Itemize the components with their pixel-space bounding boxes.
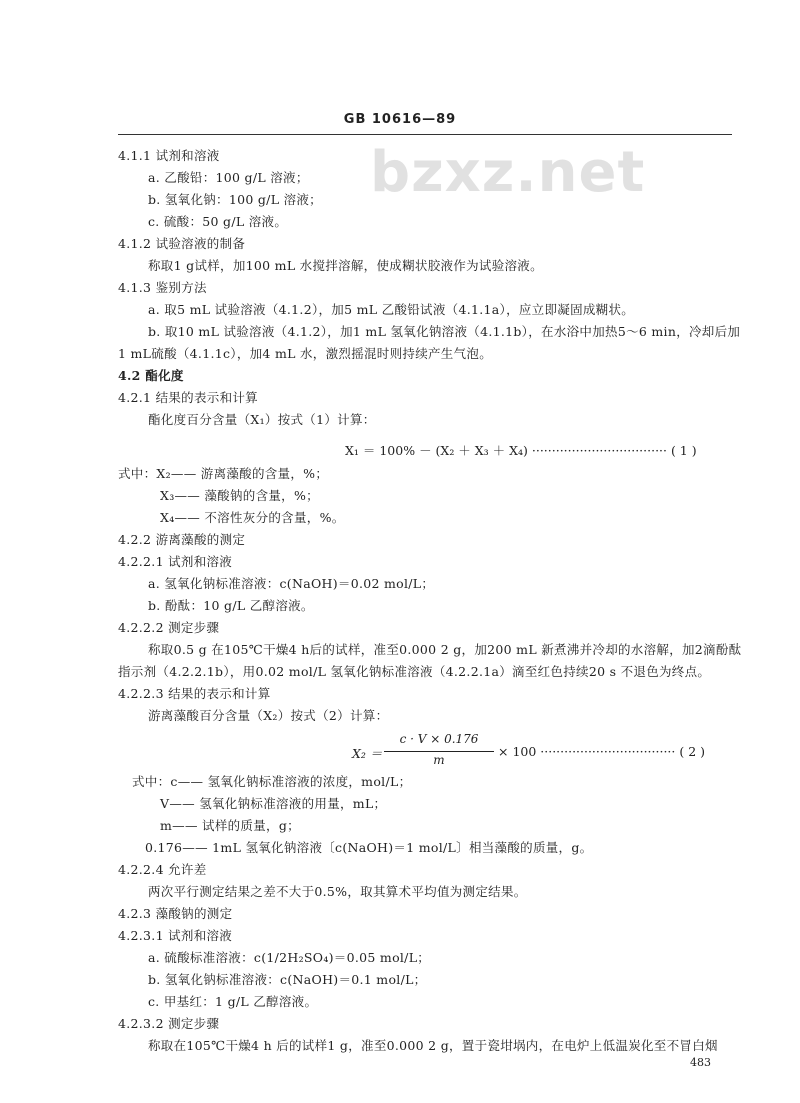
variable-definition: 式中：X₂—— 游离藻酸的含量，%； [118, 466, 329, 481]
list-item: c. 硫酸：50 g/L 溶液。 [148, 214, 288, 229]
section-4-2: 4.2 酯化度 [118, 368, 184, 383]
section-4-2-2-1: 4.2.2.1 试剂和溶液 [118, 554, 233, 569]
formula-2-numerator: c · V × 0.176 [399, 732, 479, 746]
list-item: b. 取10 mL 试验溶液（4.1.2），加1 mL 氢氧化钠溶液（4.1.1b），在水浴中加热5～6 min，冷却后加 [148, 324, 741, 339]
section-4-2-2-3: 4.2.2.3 结果的表示和计算 [118, 686, 271, 701]
section-4-2-2: 4.2.2 游离藻酸的测定 [118, 532, 246, 547]
section-4-2-2-4: 4.2.2.4 允许差 [118, 862, 207, 877]
list-item: a. 硫酸标准溶液：c(1/2H₂SO₄)＝0.05 mol/L； [148, 950, 431, 965]
variable-definition: m—— 试样的质量，g； [160, 818, 300, 833]
formula-2-rhs: × 100 ·································· ( 2 ) [498, 744, 706, 759]
list-item: c. 甲基红：1 g/L 乙醇溶液。 [148, 994, 318, 1009]
paragraph: 游离藻酸百分含量（X₂）按式（2）计算： [148, 708, 389, 723]
formula-1: X₁ ＝ 100% － (X₂ ＋ X₃ ＋ X₄) ·································· ( 1 ) [345, 443, 697, 458]
variable-definition: X₃—— 藻酸钠的含量，%； [160, 488, 319, 503]
watermark: bzxz.net [370, 140, 646, 205]
variable-definition: X₄—— 不溶性灰分的含量，%。 [160, 510, 345, 525]
list-item: b. 氢氧化钠标准溶液：c(NaOH)＝0.1 mol/L； [148, 972, 427, 987]
section-4-1-3: 4.1.3 鉴别方法 [118, 280, 207, 295]
variable-definition: V—— 氢氧化钠标准溶液的用量，mL； [160, 796, 387, 811]
fraction-bar [384, 751, 494, 752]
paragraph: 称取0.5 g 在105℃干燥4 h后的试样，准至0.000 2 g，加200 mL 新煮沸并冷却的水溶解，加2滴酚酞 [148, 642, 742, 657]
section-4-1-1: 4.1.1 试剂和溶液 [118, 148, 220, 163]
list-item: a. 氢氧化钠标准溶液：c(NaOH)＝0.02 mol/L； [148, 576, 435, 591]
paragraph: 酯化度百分含量（X₁）按式（1）计算： [148, 412, 376, 427]
page-header-code: GB 10616—89 [343, 112, 457, 127]
section-4-1-2: 4.1.2 试验溶液的制备 [118, 236, 246, 251]
page-number: 483 [690, 1056, 711, 1069]
paragraph-continuation: 1 mL硫酸（4.1.1c），加4 mL 水，激烈摇混时则持续产生气泡。 [118, 346, 492, 361]
formula-2-lhs: X₂ ＝ [352, 746, 383, 761]
header-rule [118, 134, 732, 135]
paragraph: 称取1 g试样，加100 mL 水搅拌溶解，使成糊状胶液作为试验溶液。 [148, 258, 543, 273]
paragraph: 称取在105℃干燥4 h 后的试样1 g，准至0.000 2 g，置于瓷坩埚内，在电炉上低温炭化至不冒白烟 [148, 1038, 718, 1053]
list-item: a. 取5 mL 试验溶液（4.1.2），加5 mL 乙酸铅试液（4.1.1a），应立即凝固成糊状。 [148, 302, 635, 317]
section-4-2-2-2: 4.2.2.2 测定步骤 [118, 620, 220, 635]
section-4-2-3-1: 4.2.3.1 试剂和溶液 [118, 928, 233, 943]
variable-definition: 0.176—— 1mL 氢氧化钠溶液〔c(NaOH)＝1 mol/L〕相当藻酸的质量，g。 [145, 840, 593, 855]
variable-definition: 式中：c—— 氢氧化钠标准溶液的浓度，mol/L； [132, 774, 412, 789]
formula-2-denominator: m [433, 753, 445, 767]
section-4-2-3-2: 4.2.3.2 测定步骤 [118, 1016, 220, 1031]
section-4-2-3: 4.2.3 藻酸钠的测定 [118, 906, 233, 921]
paragraph: 两次平行测定结果之差不大于0.5%，取其算术平均值为测定结果。 [148, 884, 527, 899]
list-item: a. 乙酸铅：100 g/L 溶液； [148, 170, 309, 185]
paragraph-continuation: 指示剂（4.2.2.1b），用0.02 mol/L 氢氧化钠标准溶液（4.2.2.1a）滴至红色持续20 s 不退色为终点。 [118, 664, 711, 679]
list-item: b. 氢氧化钠：100 g/L 溶液； [148, 192, 322, 207]
list-item: b. 酚酞：10 g/L 乙醇溶液。 [148, 598, 314, 613]
section-4-2-1: 4.2.1 结果的表示和计算 [118, 390, 258, 405]
